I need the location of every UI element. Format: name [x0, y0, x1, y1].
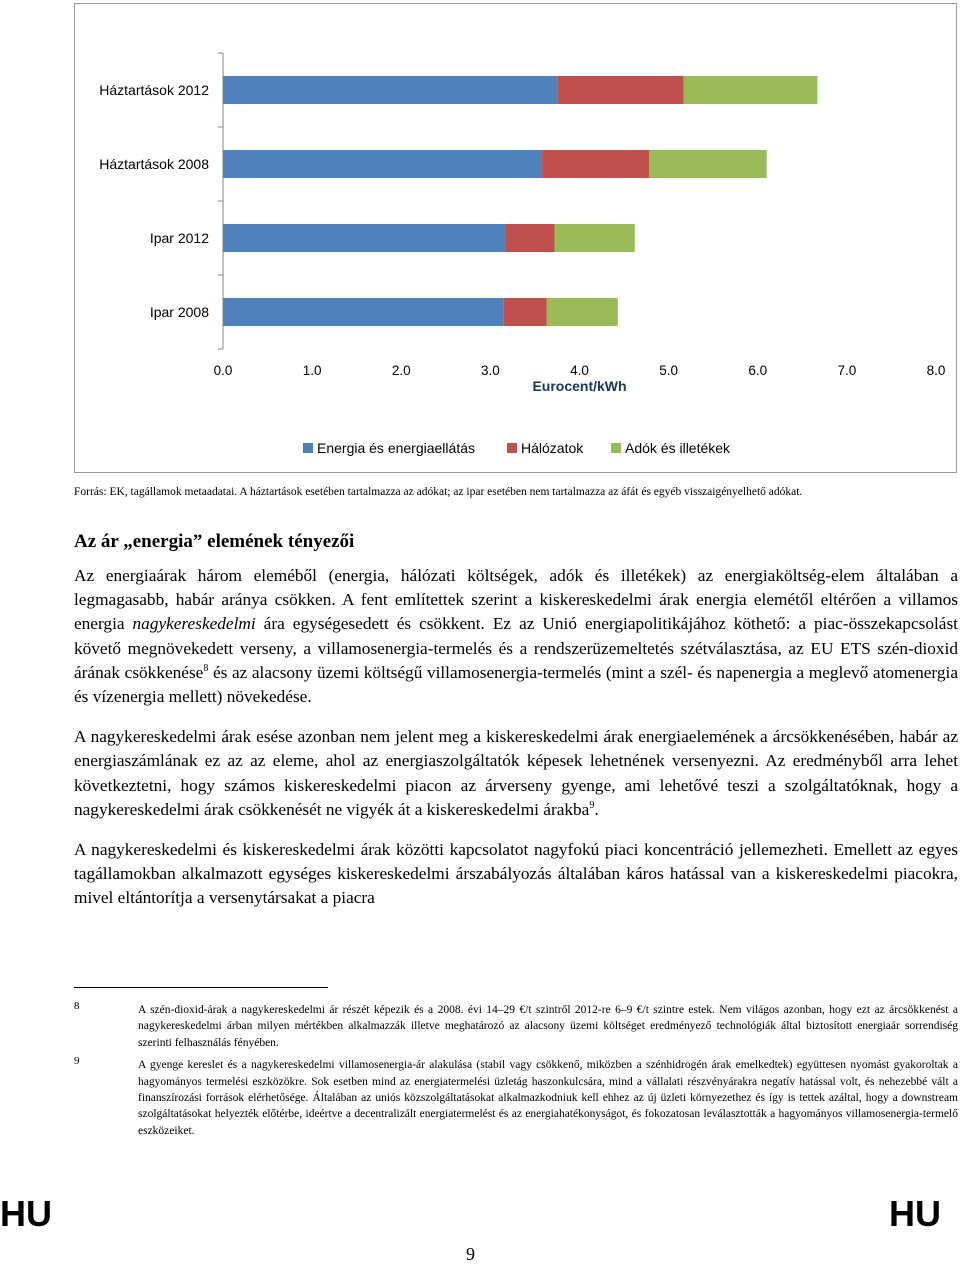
- x-tick-label: 5.0: [659, 363, 679, 378]
- footnote-8: [74, 1002, 958, 1051]
- x-tick-label: 4.0: [570, 363, 589, 378]
- x-axis-label: Eurocent/kWh: [532, 378, 627, 394]
- body-text: [74, 564, 958, 916]
- bar-segment: [684, 76, 818, 104]
- footnote-9: [74, 1057, 958, 1139]
- bar-segment: [223, 150, 542, 178]
- x-tick-label: 1.0: [302, 363, 322, 378]
- footnote-separator: [74, 987, 328, 988]
- page-number: 9: [466, 1244, 475, 1264]
- bar-segment: [555, 224, 635, 252]
- x-tick-label: 6.0: [748, 363, 768, 378]
- category-label: Ipar 2008: [149, 304, 209, 320]
- x-tick-label: 2.0: [391, 363, 411, 378]
- footnote-text: A szén-dioxid-árak a nagykereskedelmi ár részét képezik és a 2008. évi 14–29 €/t szintről 2012-re 6–9 €/t szintre estek. Nem világos azonban, hogy ezt az árcsökkenést a nagykereskedelmi árban milyen mértékben alkalmazzák illetve meghatározó az alacsony üzemi költséget eredményező technológiák által biztosított energiaár sorrendiség szerinti felhasználás fényében.: [138, 1004, 958, 1049]
- x-tick-label: 7.0: [837, 363, 857, 378]
- footnote-ref-9[interactable]: 9: [589, 800, 595, 812]
- bar-segment: [223, 224, 506, 252]
- legend-label: Adók és illetékek: [625, 440, 731, 456]
- legend-label: Hálózatok: [521, 440, 584, 456]
- source-note: Forrás: EK, tagállamok metaadatai. A háztartások esetében tartalmazza az adókat; az ipar esetében nem tartalmazza az áfát és egyéb visszaigényelhető adókat.: [74, 486, 803, 498]
- chart-frame: [74, 3, 957, 473]
- footnote-number: 9: [74, 1055, 80, 1068]
- legend-label: Energia és energiaellátás: [317, 440, 475, 456]
- x-tick-label: 0.0: [213, 363, 233, 378]
- category-label: Háztartások 2008: [99, 156, 209, 172]
- legend-swatch: [611, 443, 621, 453]
- x-tick-label: 3.0: [480, 363, 500, 378]
- section-title: Az ár „energia” elemének tényezői: [74, 531, 355, 552]
- footer-language-right: HU: [889, 1193, 941, 1234]
- bar-segment: [223, 76, 557, 104]
- footnotes: [74, 1002, 958, 1139]
- footer-language-left: HU: [0, 1193, 52, 1234]
- paragraph-2: A nagykereskedelmi árak esése azonban nem jelent meg a kiskereskedelmi árak energiaelemének a árcsökkenésében, habár az energiaszámlának ez az az eleme, ahol az energiaszolgáltatók képesek lehetnének versenyezni. Az eredményből arra lehet következtetni, hogy számos kiskereskedelmi piacon az árverseny gyenge, ami lehetővé teszi a szolgáltatóknak, hogy a nagykereskedelmi árak csökkenését ne vigyék át a kiskereskedelmi árakba$^9$.: [74, 727, 958, 819]
- paragraph-3: A nagykereskedelmi és kiskereskedelmi árak közötti kapcsolatot nagyfokú piaci koncentráció jellemezheti. Emellett az egyes tagállamokban alkalmazott egységes kiskereskedelmi árszabályozás általában káros hatással van a kiskereskedelmi piacokra, mivel eltántorítja a versenytársakat a piacra: [74, 840, 958, 908]
- x-tick-label: 8.0: [926, 363, 946, 378]
- category-label: Háztartások 2012: [99, 82, 209, 98]
- legend-swatch: [303, 443, 313, 453]
- bar-segment: [223, 298, 504, 326]
- bar-segment: [649, 150, 767, 178]
- bar-segment: [557, 76, 684, 104]
- bar-segment: [542, 150, 649, 178]
- bar-segment: [506, 224, 555, 252]
- legend-swatch: [507, 443, 517, 453]
- paragraph-1: Az energiaárak három eleméből (energia, hálózati költségek, adók és illetékek) az energiaköltség-elem általában a legmagasabb, habár aránya csökken. A fent említettek szerint a kiskereskedelmi árak energia elemétől eltérően a villamos energia nagykereskedelmi ára egységesedett és csökkent. Ez az Unió energiapolitikájához köthető: a piac-összekapcsolást követő megnövekedett verseny, a villamosenergia-termelés és a rendszerüzemeltetés szétválasztása, az EU ETS szén-dioxid árának csökkenése$^8$ és az alacsony üzemi költségű villamosenergia-termelés (mint a szél- és napenergia a meglevő atomenergia és vízenergia mellett) növekedése.: [74, 566, 958, 707]
- footnote-text: A gyenge kereslet és a nagykereskedelmi villamosenergia-ár alakulása (stabil vagy csökkenő, miközben a szénhidrogén árak emelkedtek) együttesen nyomást gyakoroltak a hagyományos termelési eszközökre. Sok esetben mind az energiatermelési üzletág haszonkulcsára, mind a vállalati részvényárakra negatív hatással volt, és nehezebbé vált a finanszírozási források elérhetősége. Általában az uniós közszolgáltatásokat alkalmazkodniuk kell ehhez az új üzleti környezethez és így is tettek azáltal, hogy a downstream szolgáltatásokat helyezték előtérbe, ideértve a decentralizált energiatermelést és az energiahatékonyságot, és fokozatosan leválasztották a hagyományos villamosenergia-termelő eszközeiket.: [138, 1059, 958, 1137]
- footnote-number: 8: [74, 1000, 80, 1012]
- footnote-ref-8[interactable]: 8: [203, 663, 209, 675]
- bar-segment: [504, 298, 547, 326]
- category-label: Ipar 2012: [149, 230, 209, 246]
- bar-segment: [547, 298, 618, 326]
- stacked-bar-chart: [75, 4, 956, 472]
